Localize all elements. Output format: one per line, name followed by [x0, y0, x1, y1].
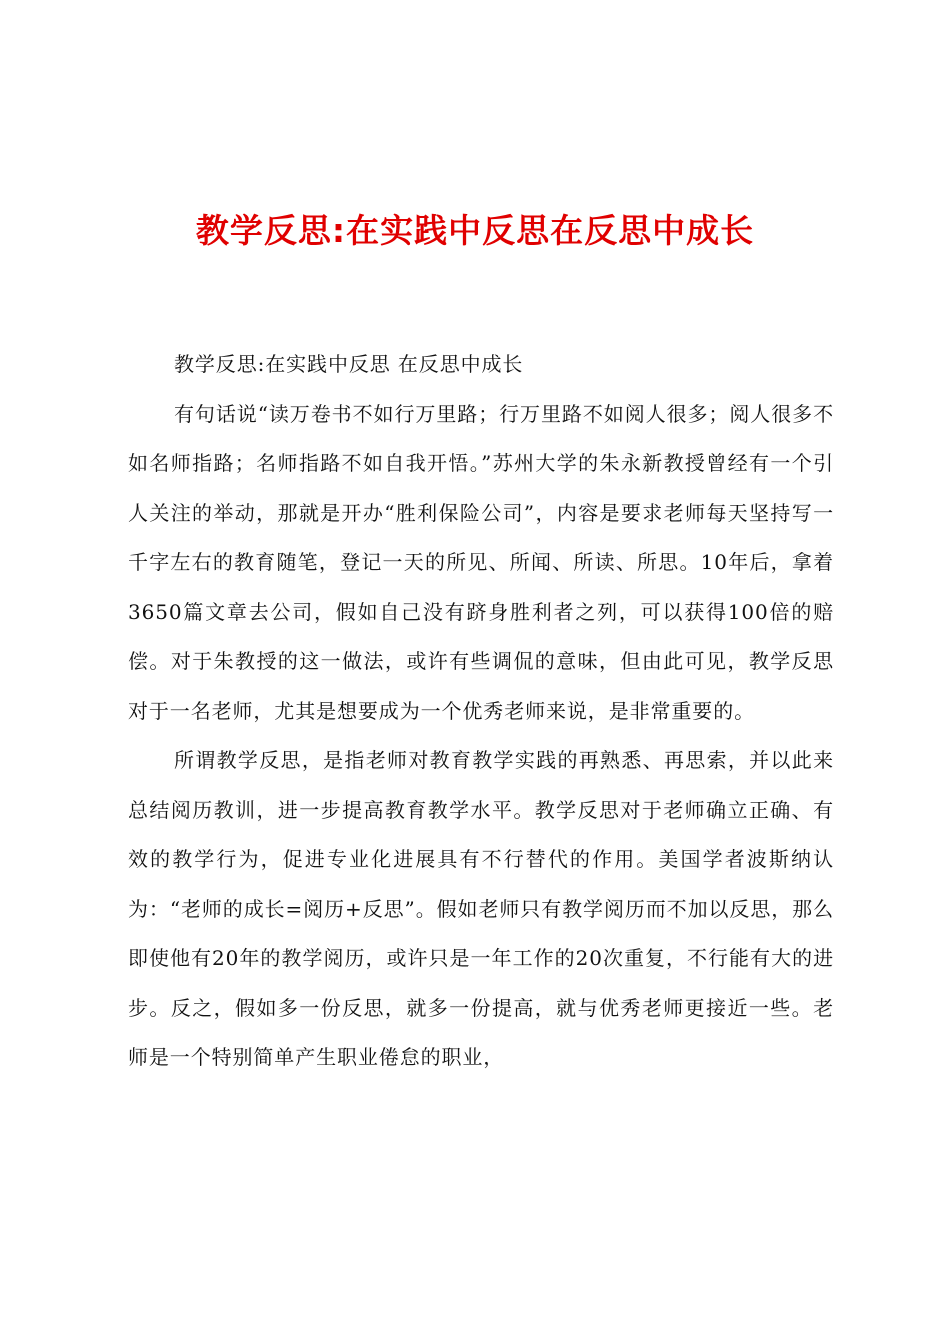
document-title: 教学反思:在实践中反思在反思中成长: [195, 211, 755, 250]
document-body: [128, 340, 834, 1083]
paragraph: 有句话说“读万卷书不如行万里路；行万里路不如阅人很多；阅人很多不如名师指路；名师指路不如自我开悟。”苏州大学的朱永新教授曾经有一个引人关注的举动，那就是开办“胜利保险公司”，内容是要求老师每天坚持写一千字左右的教育随笔，登记一天的所见、所闻、所读、所思。10年后，拿着3650篇文章去公司，假如自己没有跻身胜利者之列，可以获得100倍的赔偿。对于朱教授的这一做法，或许有些调侃的意味，但由此可见，教学反思对于一名老师，尤其是想要成为一个优秀老师来说，是非常重要的。: [128, 401, 834, 723]
paragraph: 所谓教学反思，是指老师对教育教学实践的再熟悉、再思索，并以此来总结阅历教训，进一步提高教育教学水平。教学反思对于老师确立正确、有效的教学行为，促进专业化进展具有不行替代的作用。美国学者波斯纳认为：“老师的成长=阅历+反思”。假如老师只有教学阅历而不加以反思，那么即使他有20年的教学阅历，或许只是一年工作的20次重复，不行能有大的进步。反之，假如多一份反思，就多一份提高，就与优秀老师更接近一些。老师是一个特别简单产生职业倦怠的职业，: [128, 748, 834, 1069]
paragraph-subtitle: 教学反思:在实践中反思 在反思中成长: [174, 352, 524, 376]
